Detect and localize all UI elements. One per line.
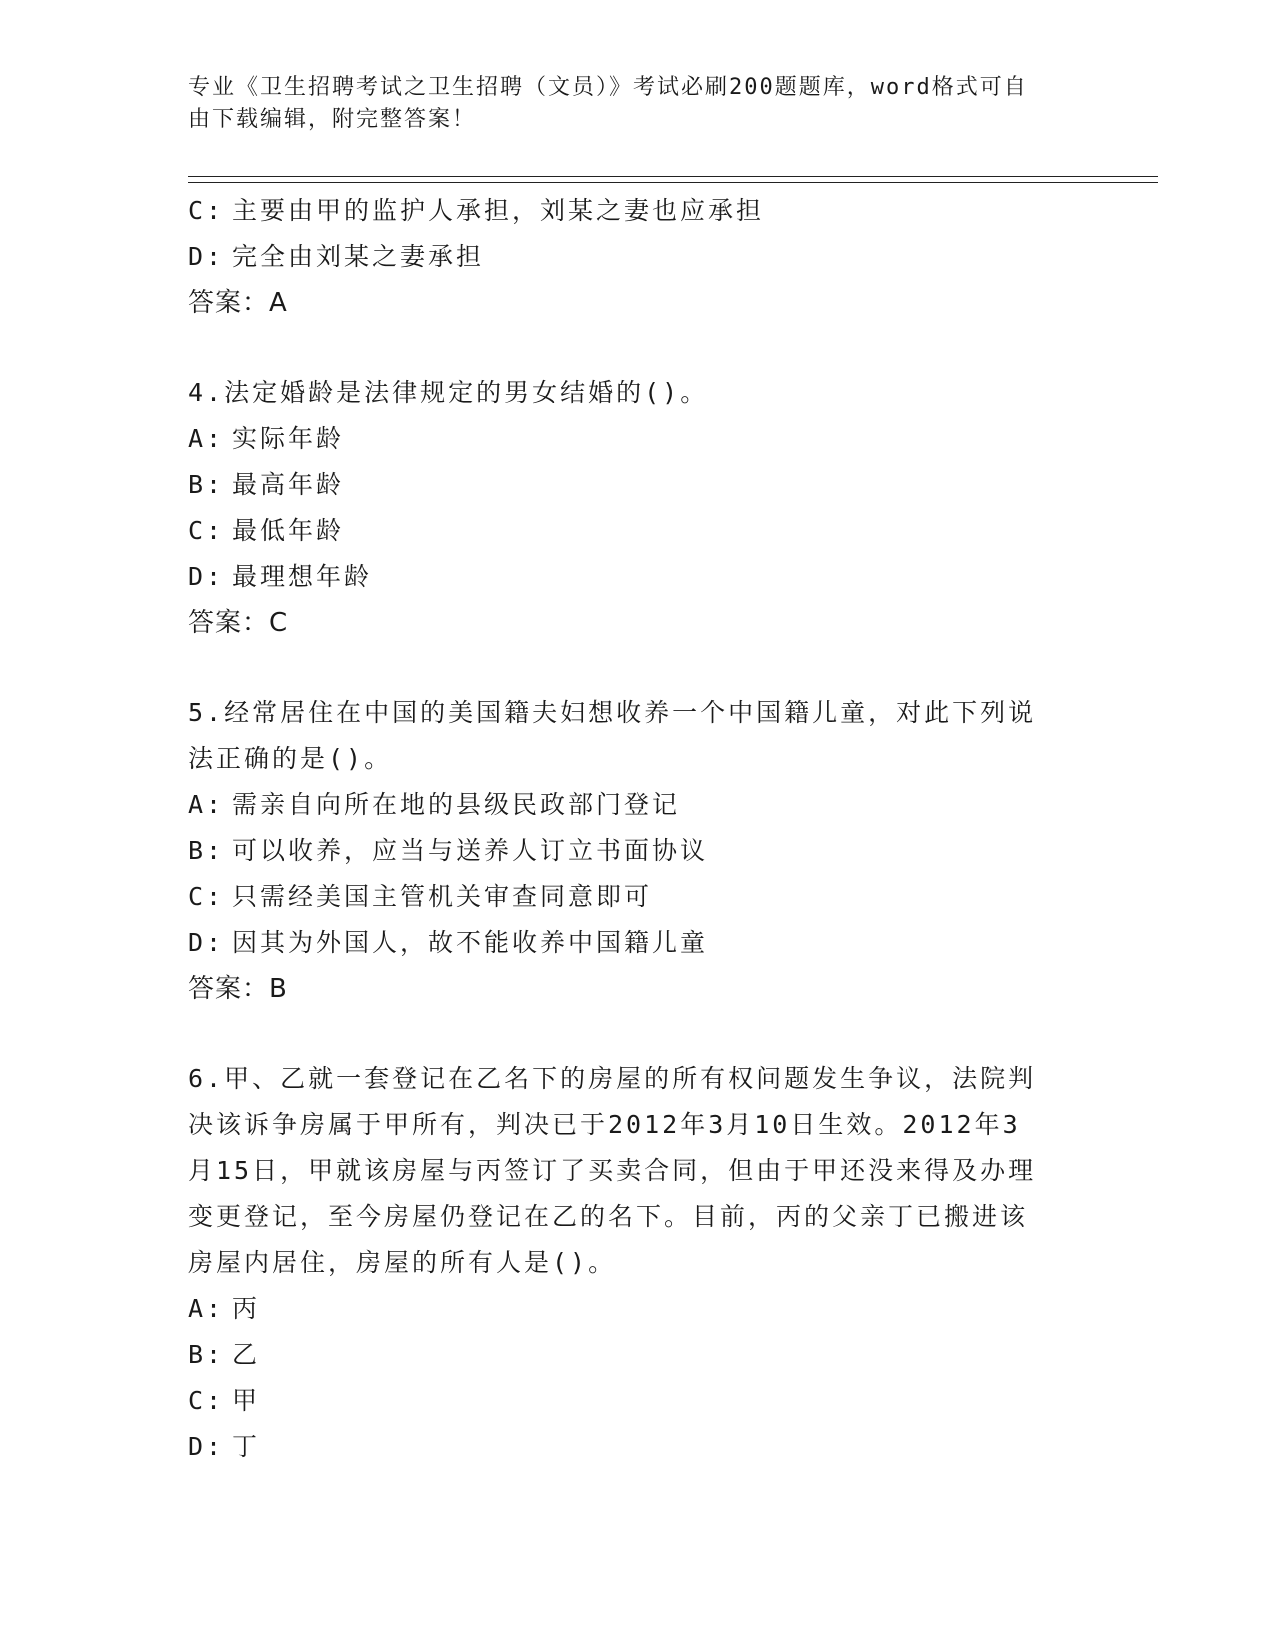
option-text: 甲 <box>232 1386 261 1415</box>
question-6 <box>188 1056 1088 1470</box>
question-5 <box>188 690 1088 1012</box>
option-d <box>188 554 1088 600</box>
option-a <box>188 416 1088 462</box>
option-text: 丙 <box>232 1294 261 1323</box>
option-text: 因其为外国人，故不能收养中国籍儿童 <box>232 928 709 957</box>
option-c <box>188 188 1088 234</box>
answer-line: 答案：A <box>188 288 288 318</box>
option-text: 只需经美国主管机关审查同意即可 <box>232 882 653 911</box>
option-label: C: <box>188 882 225 911</box>
option-label: D: <box>188 928 225 957</box>
question-text: 月15日，甲就该房屋与丙签订了买卖合同，但由于甲还没来得及办理 <box>188 1156 1037 1185</box>
option-d <box>188 920 1088 966</box>
option-label: C: <box>188 516 225 545</box>
option-a <box>188 1286 1088 1332</box>
option-text: 需亲自向所在地的县级民政部门登记 <box>232 790 681 819</box>
option-label: D: <box>188 562 225 591</box>
question-text: 4.法定婚龄是法律规定的男女结婚的()。 <box>188 378 709 407</box>
header-divider-top <box>188 176 1158 177</box>
option-c <box>188 1378 1088 1424</box>
option-label: B: <box>188 1340 225 1369</box>
option-b <box>188 1332 1088 1378</box>
header-line-1: 专业《卫生招聘考试之卫生招聘（文员）》考试必刷200题题库，word格式可自 <box>188 75 1028 100</box>
spacer <box>188 326 1088 370</box>
option-label: B: <box>188 836 225 865</box>
spacer <box>188 646 1088 690</box>
option-text: 最低年龄 <box>232 516 345 545</box>
option-label: A: <box>188 790 225 819</box>
option-label: C: <box>188 1386 225 1415</box>
question-text: 法正确的是()。 <box>188 744 393 773</box>
question-content <box>188 188 1088 1470</box>
document-header <box>188 72 1088 136</box>
option-text: 可以收养，应当与送养人订立书面协议 <box>232 836 709 865</box>
header-line-2: 由下载编辑，附完整答案！ <box>188 107 477 132</box>
spacer <box>188 1012 1088 1056</box>
option-label: A: <box>188 1294 225 1323</box>
option-label: B: <box>188 470 225 499</box>
option-b <box>188 828 1088 874</box>
option-text: 丁 <box>232 1432 261 1461</box>
option-text: 乙 <box>232 1340 261 1369</box>
question-text: 5.经常居住在中国的美国籍夫妇想收养一个中国籍儿童，对此下列说 <box>188 698 1037 727</box>
header-divider-bottom <box>188 182 1158 183</box>
answer-line: 答案：B <box>188 974 288 1004</box>
option-d <box>188 234 1088 280</box>
option-label: C: <box>188 196 225 225</box>
question-text: 决该诉争房属于甲所有，判决已于2012年3月10日生效。2012年3 <box>188 1110 1021 1139</box>
option-text: 完全由刘某之妻承担 <box>232 242 485 271</box>
option-b <box>188 462 1088 508</box>
question-4 <box>188 370 1088 646</box>
option-c <box>188 508 1088 554</box>
option-label: A: <box>188 424 225 453</box>
question-text: 6.甲、乙就一套登记在乙名下的房屋的所有权问题发生争议，法院判 <box>188 1064 1037 1093</box>
answer-line: 答案：C <box>188 608 289 638</box>
option-text: 最理想年龄 <box>232 562 373 591</box>
option-label: D: <box>188 242 225 271</box>
option-text: 主要由甲的监护人承担，刘某之妻也应承担 <box>232 196 765 225</box>
option-a <box>188 782 1088 828</box>
option-c <box>188 874 1088 920</box>
option-text: 实际年龄 <box>232 424 345 453</box>
question-text: 变更登记，至今房屋仍登记在乙的名下。目前，丙的父亲丁已搬进该 <box>188 1202 1029 1231</box>
question-3-continuation <box>188 188 1088 326</box>
option-label: D: <box>188 1432 225 1461</box>
question-text: 房屋内居住，房屋的所有人是()。 <box>188 1248 617 1277</box>
option-text: 最高年龄 <box>232 470 345 499</box>
option-d <box>188 1424 1088 1470</box>
